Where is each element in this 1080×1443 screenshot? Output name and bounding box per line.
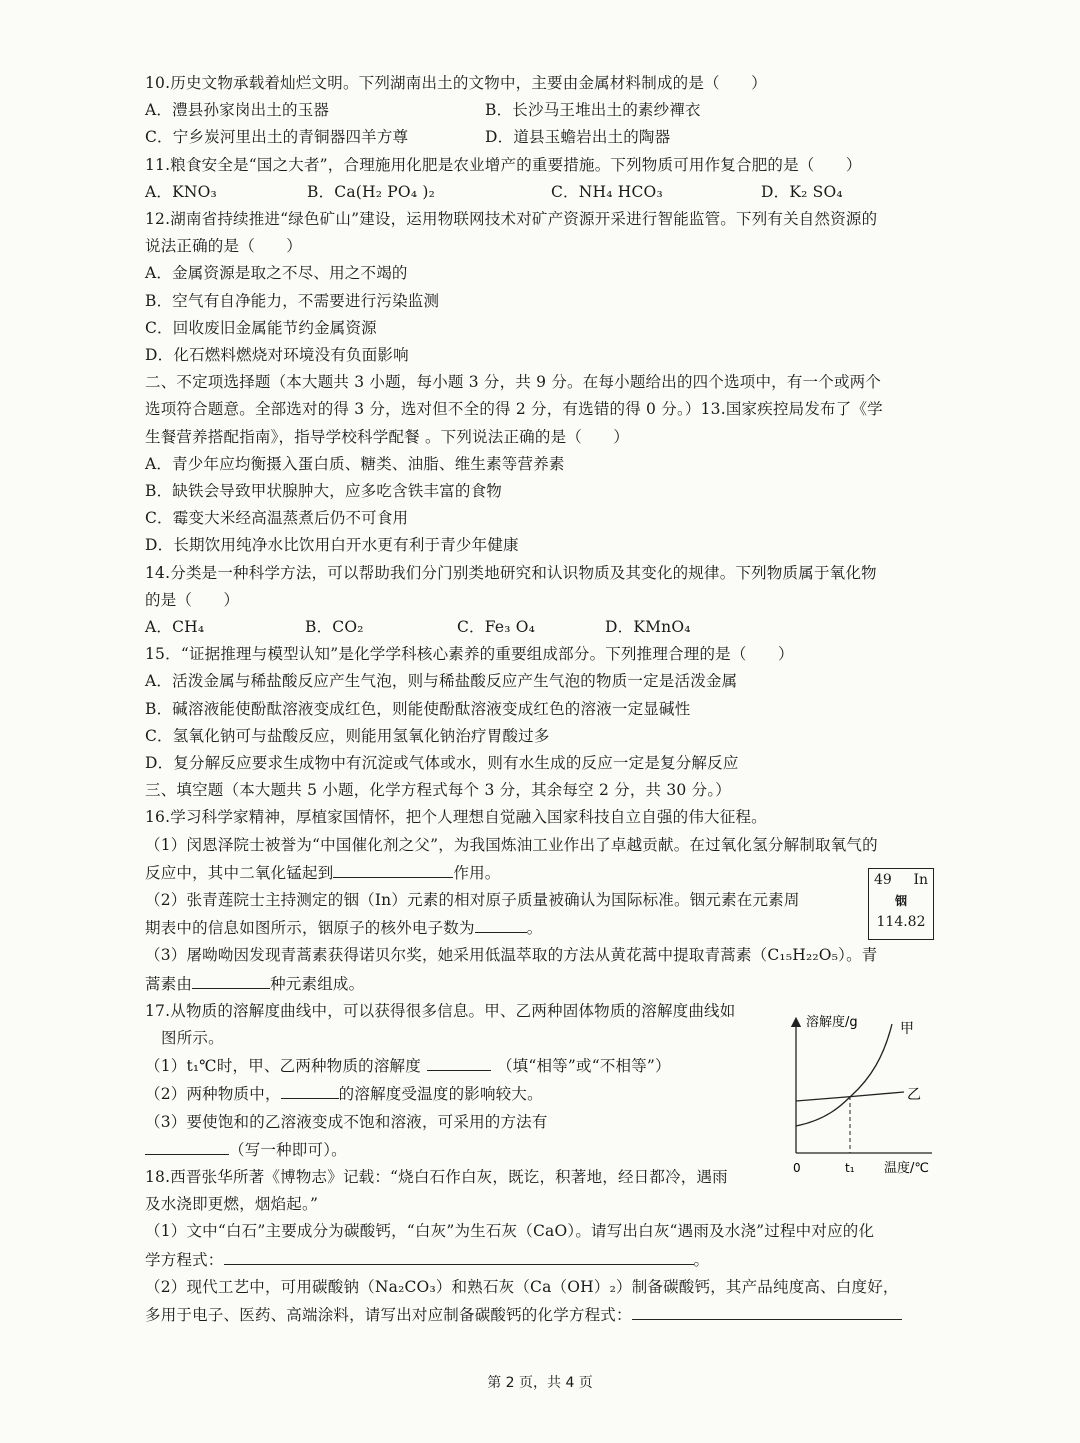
q10-options-row2 xyxy=(145,124,935,151)
q17-part3-suffix: （写一种即可）。 xyxy=(229,1140,347,1159)
section3-heading: 三、填空题（本大题共 5 小题，化学方程式每个 3 分，其余每空 2 分，共 30 分。） xyxy=(145,781,731,800)
q17-stem-line2: 图所示。 xyxy=(161,1029,224,1048)
q18-part1-text: 学方程式： xyxy=(145,1250,224,1269)
q14-option-c: C．Fe₃ O₄ xyxy=(457,618,536,637)
q11-option-c: C．NH₄ HCO₃ xyxy=(551,182,663,201)
y-axis-label: 溶解度/g xyxy=(806,1015,858,1030)
q11-options xyxy=(145,179,935,206)
q17-part2 xyxy=(145,1080,765,1108)
q13-option-d: D．长期饮用纯净水比饮用白开水更有利于青少年健康 xyxy=(145,536,519,555)
q16-part2-line1: （2）张青莲院士主持测定的铟（In）元素的相对原子质量被确认为国际标准。铟元素在元素周 xyxy=(145,891,800,910)
q15-option-c: C．氢氧化钠可与盐酸反应，则能用氢氧化钠治疗胃酸过多 xyxy=(145,726,550,745)
q18-part1-line1: （1）文中“白石”主要成分为碳酸钙，“白灰”为生石灰（CaO）。请写出白灰“遇雨及水浇”过程中对应的化 xyxy=(145,1222,875,1241)
q17-part1-suffix: （填“相等”或“不相等”） xyxy=(496,1057,671,1076)
q16-part1-suffix: 作用。 xyxy=(453,863,501,882)
q12-option-c: C．回收废旧金属能节约金属资源 xyxy=(145,318,377,337)
q14-option-a: A．CH₄ xyxy=(145,618,205,637)
q16-part2-text: 期表中的信息如图所示，铟原子的核外电子数为 xyxy=(145,919,475,938)
origin-label: 0 xyxy=(793,1161,801,1175)
q12-stem-line1: 12.湖南省持续推进“绿色矿山”建设，运用物联网技术对矿产资源开采进行智能监管。下列有关自然资源的 xyxy=(145,209,878,228)
t1-label: t₁ xyxy=(845,1161,855,1175)
q16-stem: 16.学习科学家精神，厚植家国情怀，把个人理想自觉融入国家科技自立自强的伟大征程。 xyxy=(145,808,767,827)
q17-part1 xyxy=(145,1052,765,1080)
q16-part3-suffix: 种元素组成。 xyxy=(270,974,365,993)
q17-part2-text: （2）两种物质中， xyxy=(145,1085,281,1104)
q18-part2-line1: （2）现代工艺中，可用碳酸钠（Na₂CO₃）和熟石灰（Ca（OH）₂）制备碳酸钙，其产品纯度高、白度好， xyxy=(145,1277,899,1296)
q18-answer-blank-2[interactable] xyxy=(632,1301,902,1320)
q10-option-b: B．长沙马王堆出土的素纱襌衣 xyxy=(485,101,701,120)
solubility-curve-graph xyxy=(786,1008,936,1178)
q17-stem-line1: 17.从物质的溶解度曲线中，可以获得很多信息。甲、乙两种固体物质的溶解度曲线如 xyxy=(145,1001,736,1020)
section2-heading-line2: 选项符合题意。全部选对的得 3 分，选对但不全的得 2 分，有选错的得 0 分。）13.国家疾控局发布了《学 xyxy=(145,400,883,419)
q11-stem: 11.粮食安全是“国之大者”，合理施用化肥是农业增产的重要措施。下列物质可用作复合肥的是（ ） xyxy=(145,155,862,174)
periodic-element-card xyxy=(868,868,934,940)
q13-option-b: B．缺铁会导致甲状腺肿大，应多吃含铁丰富的食物 xyxy=(145,482,502,500)
q18-answer-blank-1[interactable] xyxy=(224,1246,694,1265)
q10-options-row1 xyxy=(145,97,935,124)
q15-option-a: A．活泼金属与稀盐酸反应产生气泡，则与稀盐酸反应产生气泡的物质一定是活泼金属 xyxy=(145,672,738,691)
q17-answer-blank-3[interactable] xyxy=(145,1136,229,1155)
q17-answer-blank-1[interactable] xyxy=(427,1052,491,1071)
q13-option-c: C．霉变大米经高温蒸煮后仍不可食用 xyxy=(145,509,409,528)
q11-option-b: B．Ca(H₂ PO₄ )₂ xyxy=(307,182,436,201)
curve-yi-label: 乙 xyxy=(907,1087,921,1103)
q18-part1-suffix: 。 xyxy=(693,1250,710,1269)
q16-part2-line2 xyxy=(145,914,765,942)
q17-part1-text: （1）t₁℃时，甲、乙两种物质的溶解度 xyxy=(145,1057,421,1076)
q16-part2-suffix: 。 xyxy=(526,919,543,938)
q16-answer-blank-2[interactable] xyxy=(475,914,527,933)
q16-answer-blank-3[interactable] xyxy=(192,970,270,989)
q17-part2-suffix: 的溶解度受温度的影响较大。 xyxy=(338,1085,543,1104)
element-symbol: In xyxy=(913,872,928,888)
q16-part1-text: 反应中，其中二氧化锰起到 xyxy=(145,863,334,882)
q15-option-d: D．复分解反应要求生成物中有沉淀或气体或水，则有水生成的反应一定是复分解反应 xyxy=(145,754,739,773)
q15-option-b: B．碱溶液能使酚酞溶液变成红色，则能使酚酞溶液变成红色的溶液一定显碱性 xyxy=(145,699,691,718)
x-axis-label: 温度/℃ xyxy=(884,1161,929,1176)
section2-heading-line1: 二、不定项选择题（本大题共 3 小题，每小题 3 分，共 9 分。在每小题给出的四个选项中，有一个或两个 xyxy=(145,373,882,392)
curve-jia-label: 甲 xyxy=(900,1021,914,1037)
q14-stem-line1: 14.分类是一种科学方法，可以帮助我们分门别类地研究和认识物质及其变化的规律。下列物质属于氧化物 xyxy=(145,563,877,582)
q17-part3-line2 xyxy=(145,1136,765,1164)
q14-options xyxy=(145,614,935,641)
q10-option-a: A．澧县孙家岗出土的玉器 xyxy=(145,101,330,120)
q11-option-a: A．KNO₃ xyxy=(145,182,217,201)
q16-answer-blank-1[interactable] xyxy=(333,859,453,878)
element-name: 铟 xyxy=(894,894,907,908)
q16-part1-line1: （1）闵恩泽院士被誉为“中国催化剂之父”，为我国炼油工业作出了卓越贡献。在过氧化氢分解制取氧气的 xyxy=(145,835,878,854)
q17-answer-blank-2[interactable] xyxy=(281,1080,339,1099)
element-atomic-mass: 114.82 xyxy=(876,914,926,930)
q17-part3-line1: （3）要使饱和的乙溶液变成不饱和溶液，可采用的方法有 xyxy=(145,1112,548,1131)
q18-stem-line1: 18.西晋张华所著《博物志》记载：“烧白石作白灰，既讫，积著地，经日都冷，遇雨 xyxy=(145,1168,728,1187)
q14-stem-line2: 的是（ ） xyxy=(145,590,240,609)
q16-part3-text: 蒿素由 xyxy=(145,974,193,993)
element-atomic-number: 49 xyxy=(874,872,892,888)
q12-option-a: A．金属资源是取之不尽、用之不竭的 xyxy=(145,264,408,283)
q15-stem: 15．“证据推理与模型认知”是化学学科核心素养的重要组成部分。下列推理合理的是（ ） xyxy=(145,645,794,664)
q10-option-d: D．道县玉蟾岩出土的陶器 xyxy=(485,128,671,147)
q16-part1-line2 xyxy=(145,859,935,887)
q12-option-b: B．空气有自净能力，不需要进行污染监测 xyxy=(145,291,440,310)
curve-jia xyxy=(796,1024,892,1126)
q14-option-d: D．KMnO₄ xyxy=(605,618,691,637)
q18-part2-text: 多用于电子、医药、高端涂料，请写出对应制备碳酸钙的化学方程式： xyxy=(145,1306,632,1325)
q16-part3-line2 xyxy=(145,970,935,998)
q11-option-d: D．K₂ SO₄ xyxy=(761,182,843,201)
page-footer: 第 2 页，共 4 页 xyxy=(487,1375,593,1391)
q16-part3-line1: （3）屠呦呦因发现青蒿素获得诺贝尔奖，她采用低温萃取的方法从黄花蒿中提取青蒿素（C₁₅H₂₂O₅）。青 xyxy=(145,946,878,965)
q10-stem: 10.历史文物承载着灿烂文明。下列湖南出土的文物中，主要由金属材料制成的是（ ） xyxy=(145,74,767,92)
q13-option-a: A．青少年应均衡摄入蛋白质、糖类、油脂、维生素等营养素 xyxy=(145,454,565,473)
q18-stem-line2: 及水浇即更燃，烟焰起。” xyxy=(145,1195,319,1214)
q10-option-c: C．宁乡炭河里出土的青铜器四羊方尊 xyxy=(145,128,409,147)
q18-part1-line2 xyxy=(145,1246,935,1274)
q12-option-d: D．化石燃料燃烧对环境没有负面影响 xyxy=(145,345,409,364)
q18-part2-line2 xyxy=(145,1301,935,1329)
q13-stem: 生餐营养搭配指南》，指导学校科学配餐 。下列说法正确的是（ ） xyxy=(145,427,630,446)
q12-stem-line2: 说法正确的是（ ） xyxy=(145,237,303,256)
q14-option-b: B．CO₂ xyxy=(305,618,364,637)
